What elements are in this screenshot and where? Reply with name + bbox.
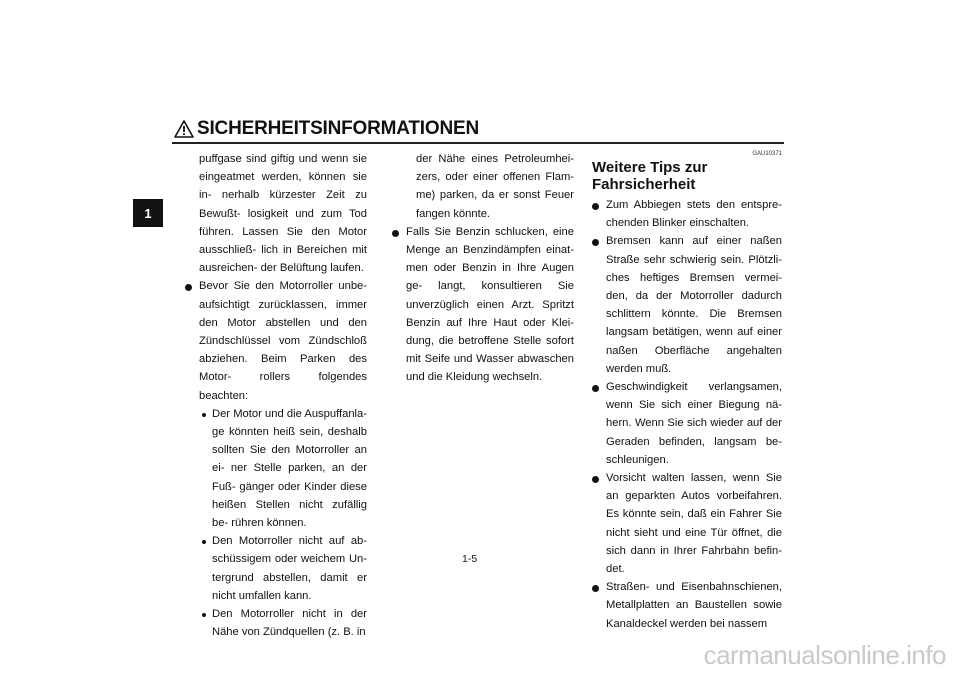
section-code: GAU10371: [752, 151, 782, 157]
warning-triangle-icon: [174, 120, 194, 138]
list-item-text: Vorsicht walten lassen, wenn Sie an geparkten Autos vorbeifahren. Es könnte sein, daß ein Fahrer Sie nicht sieht und eine Tür öffnet, die sich dann in Ihrer Fahrbahn befin- det.: [606, 472, 782, 576]
sub-bullet-icon: [202, 613, 206, 617]
bullet-icon: [592, 203, 599, 210]
list-item: [592, 378, 782, 469]
list-item-text: Zum Abbiegen stets den entspre- chenden Blinker einschalten.: [606, 199, 782, 230]
bullet-icon: [185, 284, 192, 291]
section-heading: Weitere Tips zur Fahrsicherheit: [592, 159, 708, 193]
bullet-icon: [592, 585, 599, 592]
header-rule: [172, 142, 784, 144]
bullet-icon: [592, 476, 599, 483]
page-number: 1-5: [462, 553, 478, 565]
list-item-text: Geschwindigkeit verlangsamen, wenn Sie sich einer Biegung nä- hern. Wenn Sie sich wieder auf der Geraden befinden, langsam be- schleunigen.: [606, 381, 782, 466]
middle-column: [392, 150, 574, 387]
list-item-text: Straßen- und Eisenbahnschienen, Metallplatten an Baustellen sowie Kanaldeckel werden bei nassem: [606, 581, 782, 630]
bullet-icon: [392, 230, 399, 237]
bullet-list: [185, 277, 367, 641]
list-item-text: Falls Sie Benzin schlucken, eine Menge an Benzindämpfen einat- men oder Benzin in Ihre Augen ge- langt, konsultieren Sie unverzüglich einen Arzt. Spritzt Benzin auf Ihre Haut oder Klei- dung, die betroffene Stelle sofort mit Seife und Wasser abwaschen und die Kleidung wechseln.: [406, 225, 574, 384]
continuation-text: der Nähe eines Petroleumhei- zers, oder einer offenen Flam- me) parken, da er sonst Feuer fangen könnte.: [416, 153, 574, 220]
watermark: carmanualsonline.info: [703, 640, 946, 670]
continuation-text: puffgase sind giftig und wenn sie eingeatmet werden, können sie in- nerhalb kürzester Zeit zu Bewußt- losigkeit und zum Tod führen. Lassen Sie den Motor ausschließ- lich in Bereichen mit ausreichen- der Belüftung laufen.: [199, 153, 367, 275]
list-item: [592, 232, 782, 378]
sub-list: [199, 405, 367, 642]
sub-list-item-text: Der Motor und die Auspuffanla- ge könnten heiß sein, deshalb sollten Sie den Motorroller an ei- ner Stelle parken, an der Fuß- gänger oder Kinder diese heißen Stellen nicht zufällig be- rühren können.: [212, 407, 367, 530]
list-item-text: Bevor Sie den Motorroller unbe- aufsichtigt zurücklassen, immer den Motor abstellen und den Zündschlüssel vom Zündschloß abziehen. Beim Parken des Motor- rollers folgendes beachten:: [199, 280, 367, 402]
list-item-text: Bremsen kann auf einer naßen Straße sehr schwierig sein. Plötzli- ches heftiges Bremsen vermei- den, da der Motorroller dadurch schlittern könnte. Die Bremsen langsam betätigen, wenn auf einer naßen Oberfläche angehalten werden muß.: [606, 235, 782, 375]
sub-list-item: [201, 405, 367, 532]
chapter-tab-label: 1: [144, 205, 152, 221]
sub-bullet-icon: [202, 540, 206, 544]
right-column: [592, 150, 782, 633]
sub-list-item-text: Den Motorroller nicht auf ab- schüssigem oder weichem Un- tergrund abstellen, damit er nicht umfallen kann.: [212, 535, 367, 602]
sub-list-item: [201, 605, 367, 641]
bullet-list: [392, 223, 574, 387]
list-item: [185, 277, 367, 641]
list-item: [592, 469, 782, 578]
list-item: [592, 578, 782, 633]
page-header: [172, 118, 784, 144]
sub-bullet-icon: [202, 413, 206, 417]
bullet-icon: [592, 385, 599, 392]
chapter-tab: [133, 199, 163, 227]
sub-list-item: [201, 532, 367, 605]
bullet-list: [592, 196, 782, 633]
bullet-icon: [592, 239, 599, 246]
page-title: SICHERHEITSINFORMATIONEN: [197, 118, 479, 139]
list-item: [392, 223, 574, 387]
list-item: [592, 196, 782, 232]
left-column: [185, 150, 367, 641]
sub-list-item-text: Den Motorroller nicht in der Nähe von Zündquellen (z. B. in: [212, 608, 367, 639]
